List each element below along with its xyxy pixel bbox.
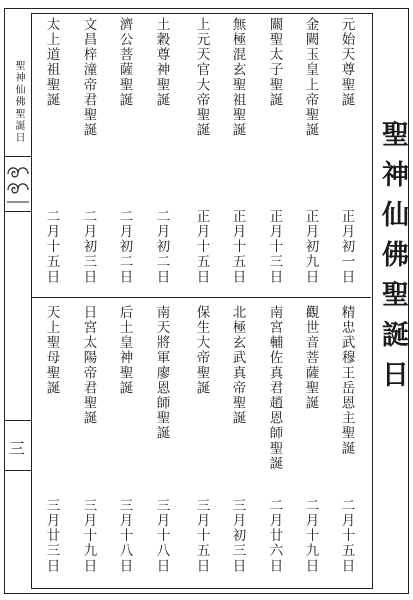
upper-name: 濟公菩薩聖誕 <box>116 17 133 108</box>
page-title: 聖神仙佛聖誕日 <box>377 120 408 400</box>
lower-date: 三月初三日 <box>229 498 246 574</box>
lower-date: 三月十五日 <box>193 498 210 574</box>
upper-name: 太上道祖聖誕 <box>43 17 60 108</box>
upper-date: 二月十五日 <box>43 209 60 285</box>
page-number: 三 <box>8 439 25 458</box>
gutter-divider-mid <box>5 211 31 212</box>
lower-name: 天上聖母聖誕 <box>43 305 60 396</box>
lower-date: 二月廿六日 <box>266 498 283 574</box>
upper-date: 正月十五日 <box>193 209 210 285</box>
upper-name: 關聖太子聖誕 <box>266 17 283 108</box>
cloud-ornament-icon <box>5 160 31 210</box>
middle-divider <box>32 297 371 298</box>
gutter-divider-low <box>5 420 31 421</box>
lower-name: 精忠武穆王岳恩主聖誕 <box>338 305 355 456</box>
upper-name: 金闕玉皇上帝聖誕 <box>302 17 319 138</box>
upper-date: 正月十三日 <box>266 209 283 285</box>
gutter-title: 聖神仙佛聖誕日 <box>13 60 24 144</box>
gutter-divider-bottom <box>5 470 31 471</box>
upper-date: 二月初二日 <box>153 209 170 285</box>
upper-date: 正月十五日 <box>229 209 246 285</box>
lower-date: 三月十八日 <box>116 498 133 574</box>
upper-date: 正月初九日 <box>302 209 319 285</box>
lower-name: 南天將軍廖恩師聖誕 <box>153 305 170 441</box>
lower-date: 二月十五日 <box>338 498 355 574</box>
lower-name: 日宮太陽帝君聖誕 <box>80 305 97 426</box>
upper-name: 土穀尊神聖誕 <box>153 17 170 108</box>
upper-name: 無極混玄聖祖聖誕 <box>229 17 246 138</box>
upper-name: 元始天尊聖誕 <box>338 17 355 108</box>
lower-name: 觀世音菩薩聖誕 <box>302 305 319 411</box>
upper-name: 上元天官大帝聖誕 <box>193 17 210 138</box>
upper-date: 二月初三日 <box>80 209 97 285</box>
lower-date: 二月十九日 <box>302 498 319 574</box>
lower-name: 北極玄武真帝聖誕 <box>229 305 246 426</box>
upper-date: 正月初一日 <box>338 209 355 285</box>
lower-date: 三月廿三日 <box>43 498 60 574</box>
lower-date: 三月十九日 <box>80 498 97 574</box>
lower-name: 保生大帝聖誕 <box>193 305 210 396</box>
upper-date: 二月初二日 <box>116 209 133 285</box>
lower-name: 后土皇神聖誕 <box>116 305 133 396</box>
upper-name: 文昌梓潼帝君聖誕 <box>80 17 97 138</box>
gutter-divider-top <box>5 156 31 157</box>
lower-name: 南宮輔佐真君趙恩師聖誕 <box>266 305 283 472</box>
lower-date: 三月十八日 <box>153 498 170 574</box>
